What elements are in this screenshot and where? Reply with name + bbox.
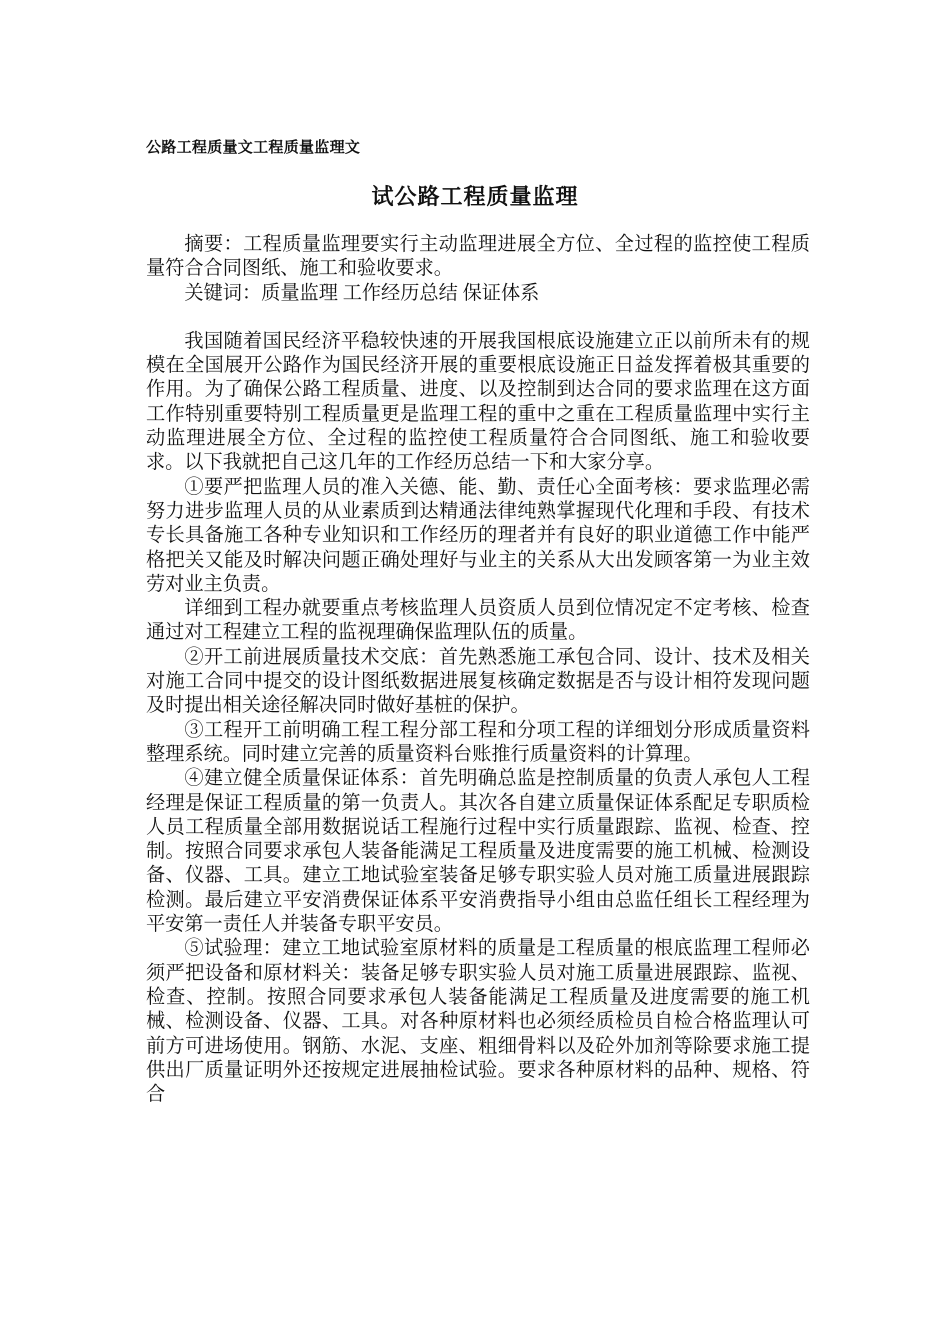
- body-paragraph: ①要严把监理人员的准入关德、能、勤、责任心全面考核：要求监理必需努力进步监理人员的从业素质到达精通法律纯熟掌握现代化理和手段、有技术专长具备施工各种专业知识和工作经历的理者并有良好的职业道德工作中能严格把关又能及时解决问题正确处理好与业主的关系从大出发顾客第一为业主效劳对业主负责。: [146, 474, 810, 595]
- body-paragraph: ⑤试验理：建立工地试验室原材料的质量是工程质量的根底监理工程师必须严把设备和原材料关：装备足够专职实验人员对施工质量进展跟踪、监视、检查、控制。按照合同要求承包人装备能满足工程质量及进度需要的施工机械、检测设备、仪器、工具。对各种原材料也必须经质检员自检合格监理认可前方可进场使用。钢筋、水泥、支座、粗细骨料以及砼外加剂等除要求施工提供出厂质量证明外还按规定进展抽检试验。要求各种原材料的品种、规格、符合: [146, 936, 810, 1106]
- body-paragraph: ④建立健全质量保证体系：首先明确总监是控制质量的负责人承包人工程经理是保证工程质量的第一负责人。其次各自建立质量保证体系配足专职质检人员工程质量全部用数据说话工程施行过程中实行质量跟踪、监视、检查、控制。按照合同要求承包人装备能满足工程质量及进度需要的施工机械、检测设备、仪器、工具。建立工地试验室装备足够专职实验人员对施工质量进展跟踪检测。最后建立平安消费保证体系平安消费指导小组由总监任组长工程经理为平安第一责任人并装备专职平安员。: [146, 766, 810, 936]
- document-title: 试公路工程质量监理: [371, 185, 579, 210]
- abstract-paragraph: 摘要：工程质量监理要实行主动监理进展全方位、全过程的监控使工程质量符合合同图纸、施工和验收要求。: [146, 232, 810, 280]
- body-paragraph: 详细到工程办就要重点考核监理人员资质人员到位情况定不定考核、检查通过对工程建立工程的监视理确保监理队伍的质量。: [146, 596, 810, 644]
- document-category-header: 公路工程质量文工程质量监理文: [146, 138, 361, 156]
- document-body: [146, 232, 810, 1106]
- body-paragraph: ②开工前进展质量技术交底：首先熟悉施工承包合同、设计、技术及相关对施工合同中提交的设计图纸数据进展复核确定数据是否与设计相符发现问题及时提出相关途径解决同时做好基桩的保护。: [146, 644, 810, 717]
- keyword-item: 工作经历总结: [342, 280, 458, 304]
- paragraph-gap: [146, 305, 810, 329]
- keyword-item: 质量监理: [261, 280, 338, 304]
- keywords-label: 关键词：: [184, 280, 262, 304]
- keyword-item: 保证体系: [462, 280, 540, 304]
- body-paragraph: ③工程开工前明确工程工程分部工程和分项工程的详细划分形成质量资料整理系统。同时建立完善的质量资料台账推行质量资料的计算理。: [146, 717, 810, 765]
- body-paragraph: 我国随着国民经济平稳较快速的开展我国根底设施建立正以前所未有的规模在全国展开公路作为国民经济开展的重要根底设施正日益发挥着极其重要的作用。为了确保公路工程质量、进度、以及控制到达合同的要求监理在这方面工作特别重要特别工程质量更是监理工程的重中之重在工程质量监理中实行主动监理进展全方位、全过程的监控使工程质量符合合同图纸、施工和验收要求。以下我就把自己这几年的工作经历总结一下和大家分享。: [146, 328, 810, 474]
- keywords-line: [146, 281, 810, 305]
